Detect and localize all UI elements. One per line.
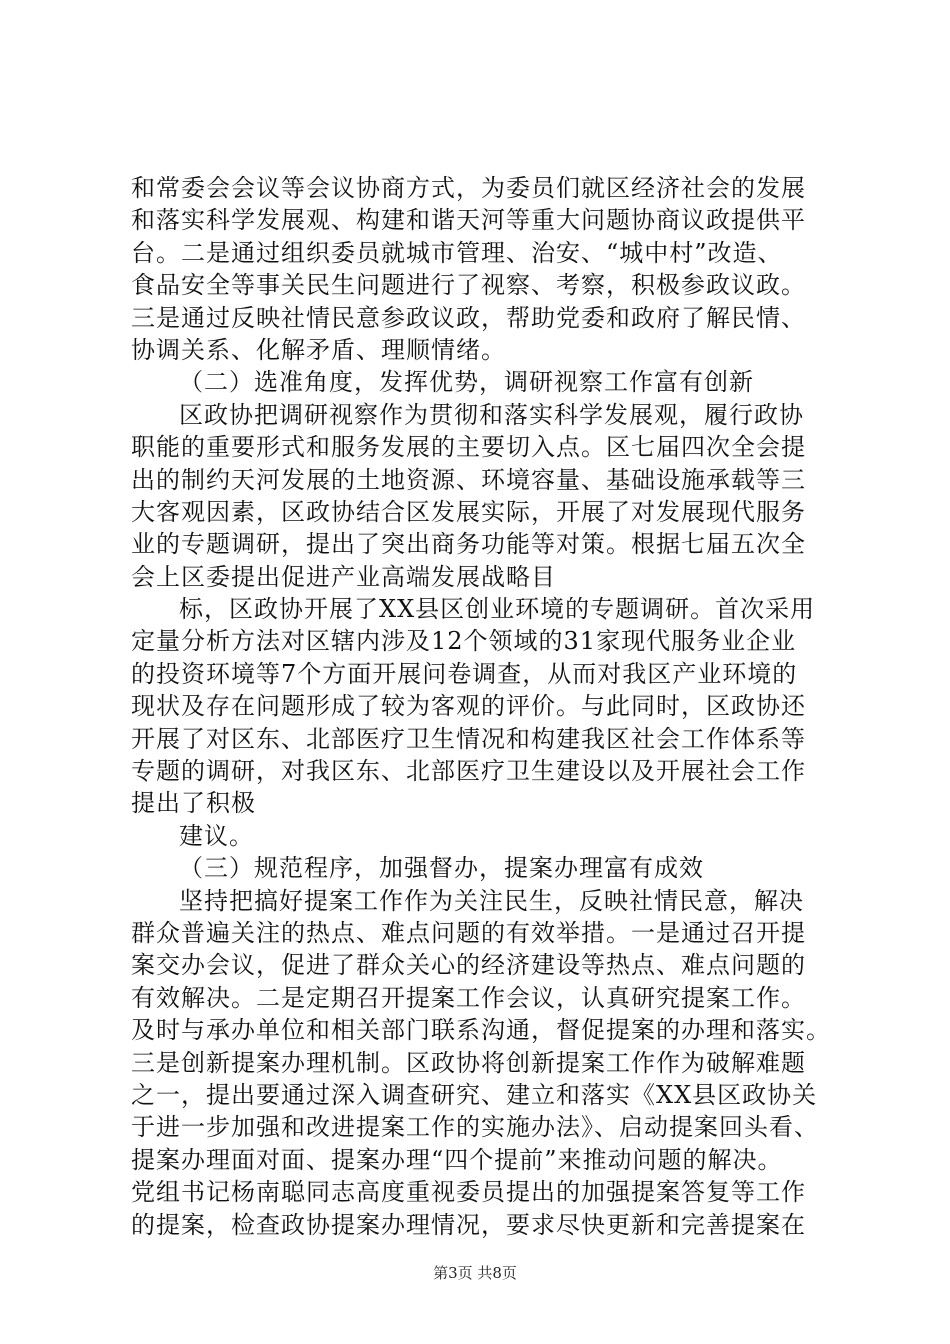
text-line: 提出了积极 xyxy=(131,789,256,818)
body-text xyxy=(131,172,831,1241)
text-line: 区政协把调研视察作为贯彻和落实科学发展观，履行政协 xyxy=(179,400,804,429)
text-line: 之一，提出要通过深入调查研究、建立和落实《XX县区政协关 xyxy=(131,1080,818,1109)
text-line: 现状及存在问题形成了较为客观的评价。与此同时，区政协还 xyxy=(131,692,806,721)
text-line: 建议。 xyxy=(179,821,254,850)
text-line: 案交办会议，促进了群众关心的经济建设等热点、难点问题的 xyxy=(131,951,806,980)
text-line: 开展了对区东、北部医疗卫生情况和构建我区社会工作体系等 xyxy=(131,724,806,753)
text-line: 出的制约天河发展的土地资源、环境容量、基础设施承载等三 xyxy=(131,465,806,494)
text-line: 的提案，检查政协提案办理情况，要求尽快更新和完善提案在 xyxy=(131,1210,806,1239)
text-line: 会上区委提出促进产业高端发展战略目 xyxy=(131,562,556,591)
section-heading: （二）选准角度，发挥优势，调研视察工作富有创新 xyxy=(179,368,754,397)
text-line: 和落实科学发展观、构建和谐天河等重大问题协商议政提供平 xyxy=(131,206,806,235)
page-footer: 第3页 共8页 xyxy=(433,1264,517,1282)
text-line: 的投资环境等7个方面开展问卷调查，从而对我区产业环境的 xyxy=(131,659,798,688)
text-line: 提案办理面对面、提案办理“四个提前”来推动问题的解决。 xyxy=(131,1145,783,1174)
section-heading: （三）规范程序，加强督办，提案办理富有成效 xyxy=(179,854,704,883)
text-line: 及时与承办单位和相关部门联系沟通，督促提案的办理和落实。 xyxy=(131,1016,831,1045)
text-line: 协调关系、化解矛盾、理顺情绪。 xyxy=(131,335,506,364)
text-line: 大客观因素，区政协结合区发展实际，开展了对发展现代服务 xyxy=(131,497,806,526)
text-line: 党组书记杨南聪同志高度重视委员提出的加强提案答复等工作 xyxy=(131,1178,806,1207)
text-line: 台。二是通过组织委员就城市管理、治安、“城中村”改造、 xyxy=(131,238,783,267)
text-line: 三是通过反映社情民意参政议政，帮助党委和政府了解民情、 xyxy=(131,303,806,332)
text-line: 有效解决。二是定期召开提案工作会议，认真研究提案工作。 xyxy=(131,983,806,1012)
text-line: 业的专题调研，提出了突出商务功能等对策。根据七届五次全 xyxy=(131,530,806,559)
text-line: 群众普遍关注的热点、难点问题的有效举措。一是通过召开提 xyxy=(131,918,806,947)
text-line: 定量分析方法对区辖内涉及12个领域的31家现代服务业企业 xyxy=(131,627,797,656)
text-line: 三是创新提案办理机制。区政协将创新提案工作作为破解难题 xyxy=(131,1048,806,1077)
text-line: 坚持把搞好提案工作作为关注民生，反映社情民意，解决 xyxy=(179,886,804,915)
text-line: 食品安全等事关民生问题进行了视察、考察，积极参政议政。 xyxy=(131,271,806,300)
text-line: 专题的调研，对我区东、北部医疗卫生建设以及开展社会工作 xyxy=(131,757,806,786)
text-line: 职能的重要形式和服务发展的主要切入点。区七届四次全会提 xyxy=(131,433,806,462)
text-line: 标，区政协开展了XX县区创业环境的专题调研。首次采用 xyxy=(179,595,816,624)
text-line: 和常委会会议等会议协商方式，为委员们就区经济社会的发展 xyxy=(131,174,806,202)
text-line: 于进一步加强和改进提案工作的实施办法》、启动提案回头看、 xyxy=(131,1113,819,1142)
